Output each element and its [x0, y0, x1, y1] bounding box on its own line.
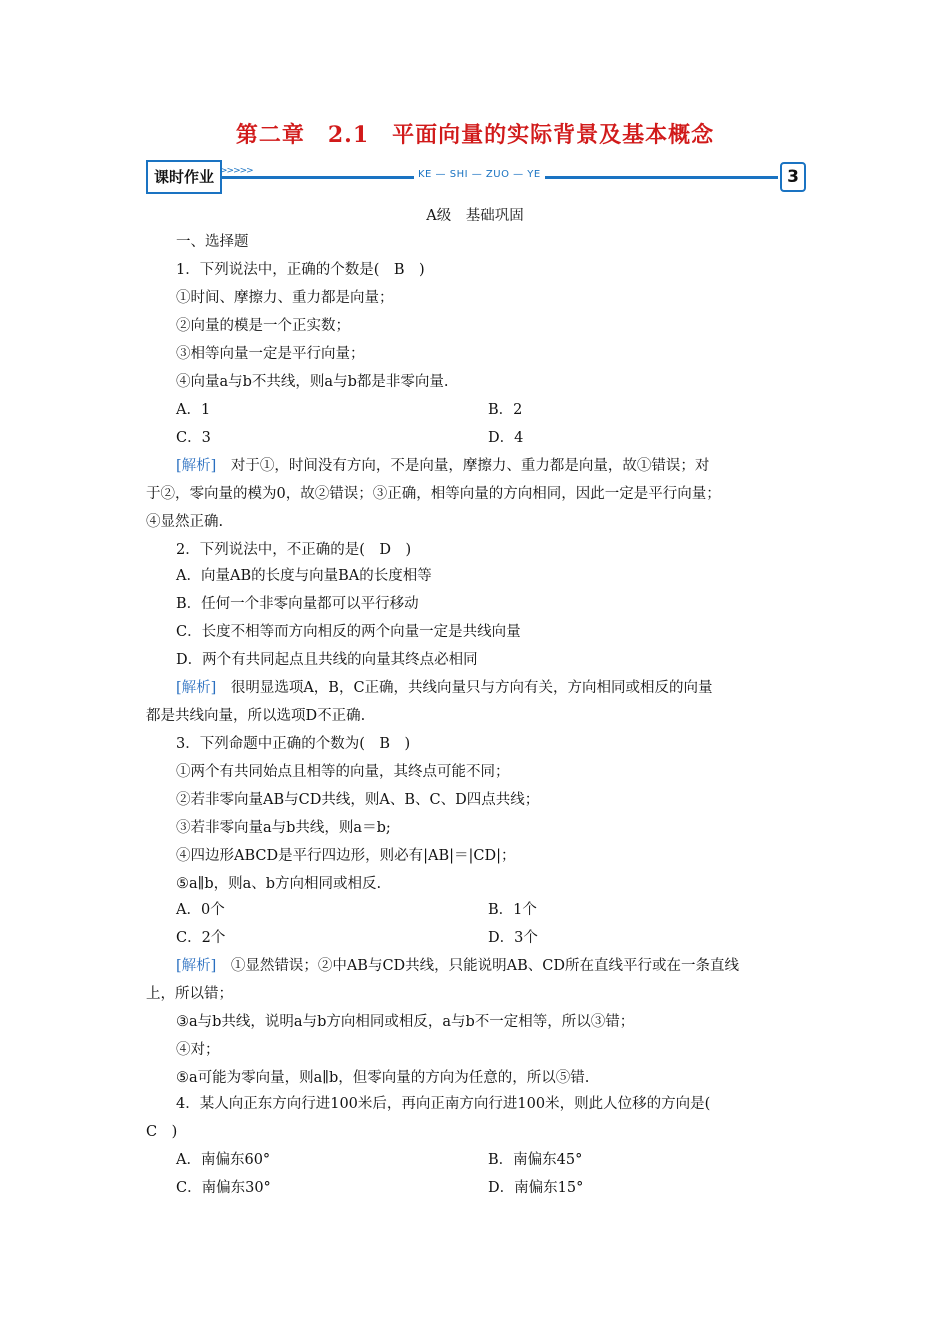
q3-stem: 3．下列命题中正确的个数为( B ): [176, 736, 411, 752]
q4-option-c: C．南偏东30°: [176, 1180, 271, 1196]
q3-statement-3: ③若非零向量a与b共线，则a＝b;: [176, 820, 391, 836]
part-heading: 一、选择题: [176, 234, 249, 250]
q1-option-a: A．1: [176, 402, 211, 418]
q1-analysis-line-2: 于②，零向量的模为0，故②错误；③正确，相等向量的方向相同，因此一定是平行向量；: [146, 486, 721, 502]
q3-analysis-line-4: ④对；: [176, 1042, 220, 1058]
q1-analysis-line-3: ④显然正确.: [146, 514, 224, 530]
q3-analysis-text-1: ①显然错误；②中AB与CD共线，只能说明AB、CD所在直线平行或在一条直线: [216, 958, 740, 974]
q1-statement-2: ②向量的模是一个正实数；: [176, 318, 350, 334]
q1-statement-1: ①时间、摩擦力、重力都是向量；: [176, 290, 394, 306]
q3-analysis-line-2: 上，所以错；: [146, 986, 233, 1002]
q1-analysis-text-1: 对于①，时间没有方向，不是向量，摩擦力、重力都是向量，故①错误；对: [216, 458, 710, 474]
q4-option-b: B．南偏东45°: [488, 1152, 583, 1168]
q2-analysis-line-1: [176, 678, 713, 698]
q3-option-b: B．1个: [488, 902, 537, 918]
q1-option-c: C．3: [176, 430, 211, 446]
q3-analysis-line-1: [176, 956, 739, 976]
q4-stem-line-1: 4．某人向正东方向行进100米后，再向正南方向行进100米，则此人位移的方向是(: [176, 1096, 711, 1112]
q1-stem: 1．下列说法中，正确的个数是( B ): [176, 262, 425, 278]
q2-analysis-text-1: 很明显选项A，B，C正确，共线向量只与方向有关，方向相同或相反的向量: [216, 680, 713, 696]
q1-analysis-line-1: [176, 456, 709, 476]
banner-code: KE — SHI — ZUO — YE: [414, 169, 545, 180]
q1-option-d: D．4: [488, 430, 524, 446]
banner-arrows: >>>>>: [220, 166, 253, 176]
q3-statement-5: ⑤a∥b，则a、b方向相同或相反.: [176, 876, 382, 892]
banner-badge: 课时作业: [146, 160, 222, 194]
q2-option-d: D．两个有共同起点且共线的向量其终点必相同: [176, 652, 478, 668]
q2-analysis-line-2: 都是共线向量，所以选项D不正确.: [146, 708, 366, 724]
q3-analysis-line-5: ⑤a可能为零向量，则a∥b，但零向量的方向为任意的，所以⑤错.: [176, 1070, 590, 1086]
q3-statement-1: ①两个有共同始点且相等的向量，其终点可能不同；: [176, 764, 510, 780]
homework-banner: [146, 160, 806, 194]
section-heading: A级 基础巩固: [426, 208, 524, 224]
q1-statement-3: ③相等向量一定是平行向量；: [176, 346, 365, 362]
q3-option-d: D．3个: [488, 930, 538, 946]
page-title: 第二章 2.1 平面向量的实际背景及基本概念: [235, 122, 715, 148]
q3-statement-2: ②若非零向量AB与CD共线，则A、B、C、D四点共线；: [176, 792, 540, 808]
q2-analysis-tag: [解析]: [176, 680, 217, 696]
q1-analysis-tag: [解析]: [176, 458, 217, 474]
q3-analysis-tag: [解析]: [176, 958, 217, 974]
q2-option-c: C．长度不相等而方向相反的两个向量一定是共线向量: [176, 624, 521, 640]
q3-option-c: C．2个: [176, 930, 226, 946]
q4-option-d: D．南偏东15°: [488, 1180, 584, 1196]
q4-stem-line-2: C ): [146, 1124, 178, 1140]
q2-option-a: A．向量AB的长度与向量BA的长度相等: [176, 568, 432, 584]
q1-option-b: B．2: [488, 402, 523, 418]
q3-analysis-line-3: ③a与b共线，说明a与b方向相同或相反，a与b不一定相等，所以③错；: [176, 1014, 635, 1030]
q3-option-a: A．0个: [176, 902, 225, 918]
banner-number: 3: [780, 162, 806, 192]
q1-statement-4: ④向量a与b不共线，则a与b都是非零向量.: [176, 374, 449, 390]
q4-option-a: A．南偏东60°: [176, 1152, 271, 1168]
q3-statement-4: ④四边形ABCD是平行四边形，则必有|AB|＝|CD|；: [176, 848, 516, 864]
q2-option-b: B．任何一个非零向量都可以平行移动: [176, 596, 419, 612]
q2-stem: 2．下列说法中，不正确的是( D ): [176, 542, 412, 558]
